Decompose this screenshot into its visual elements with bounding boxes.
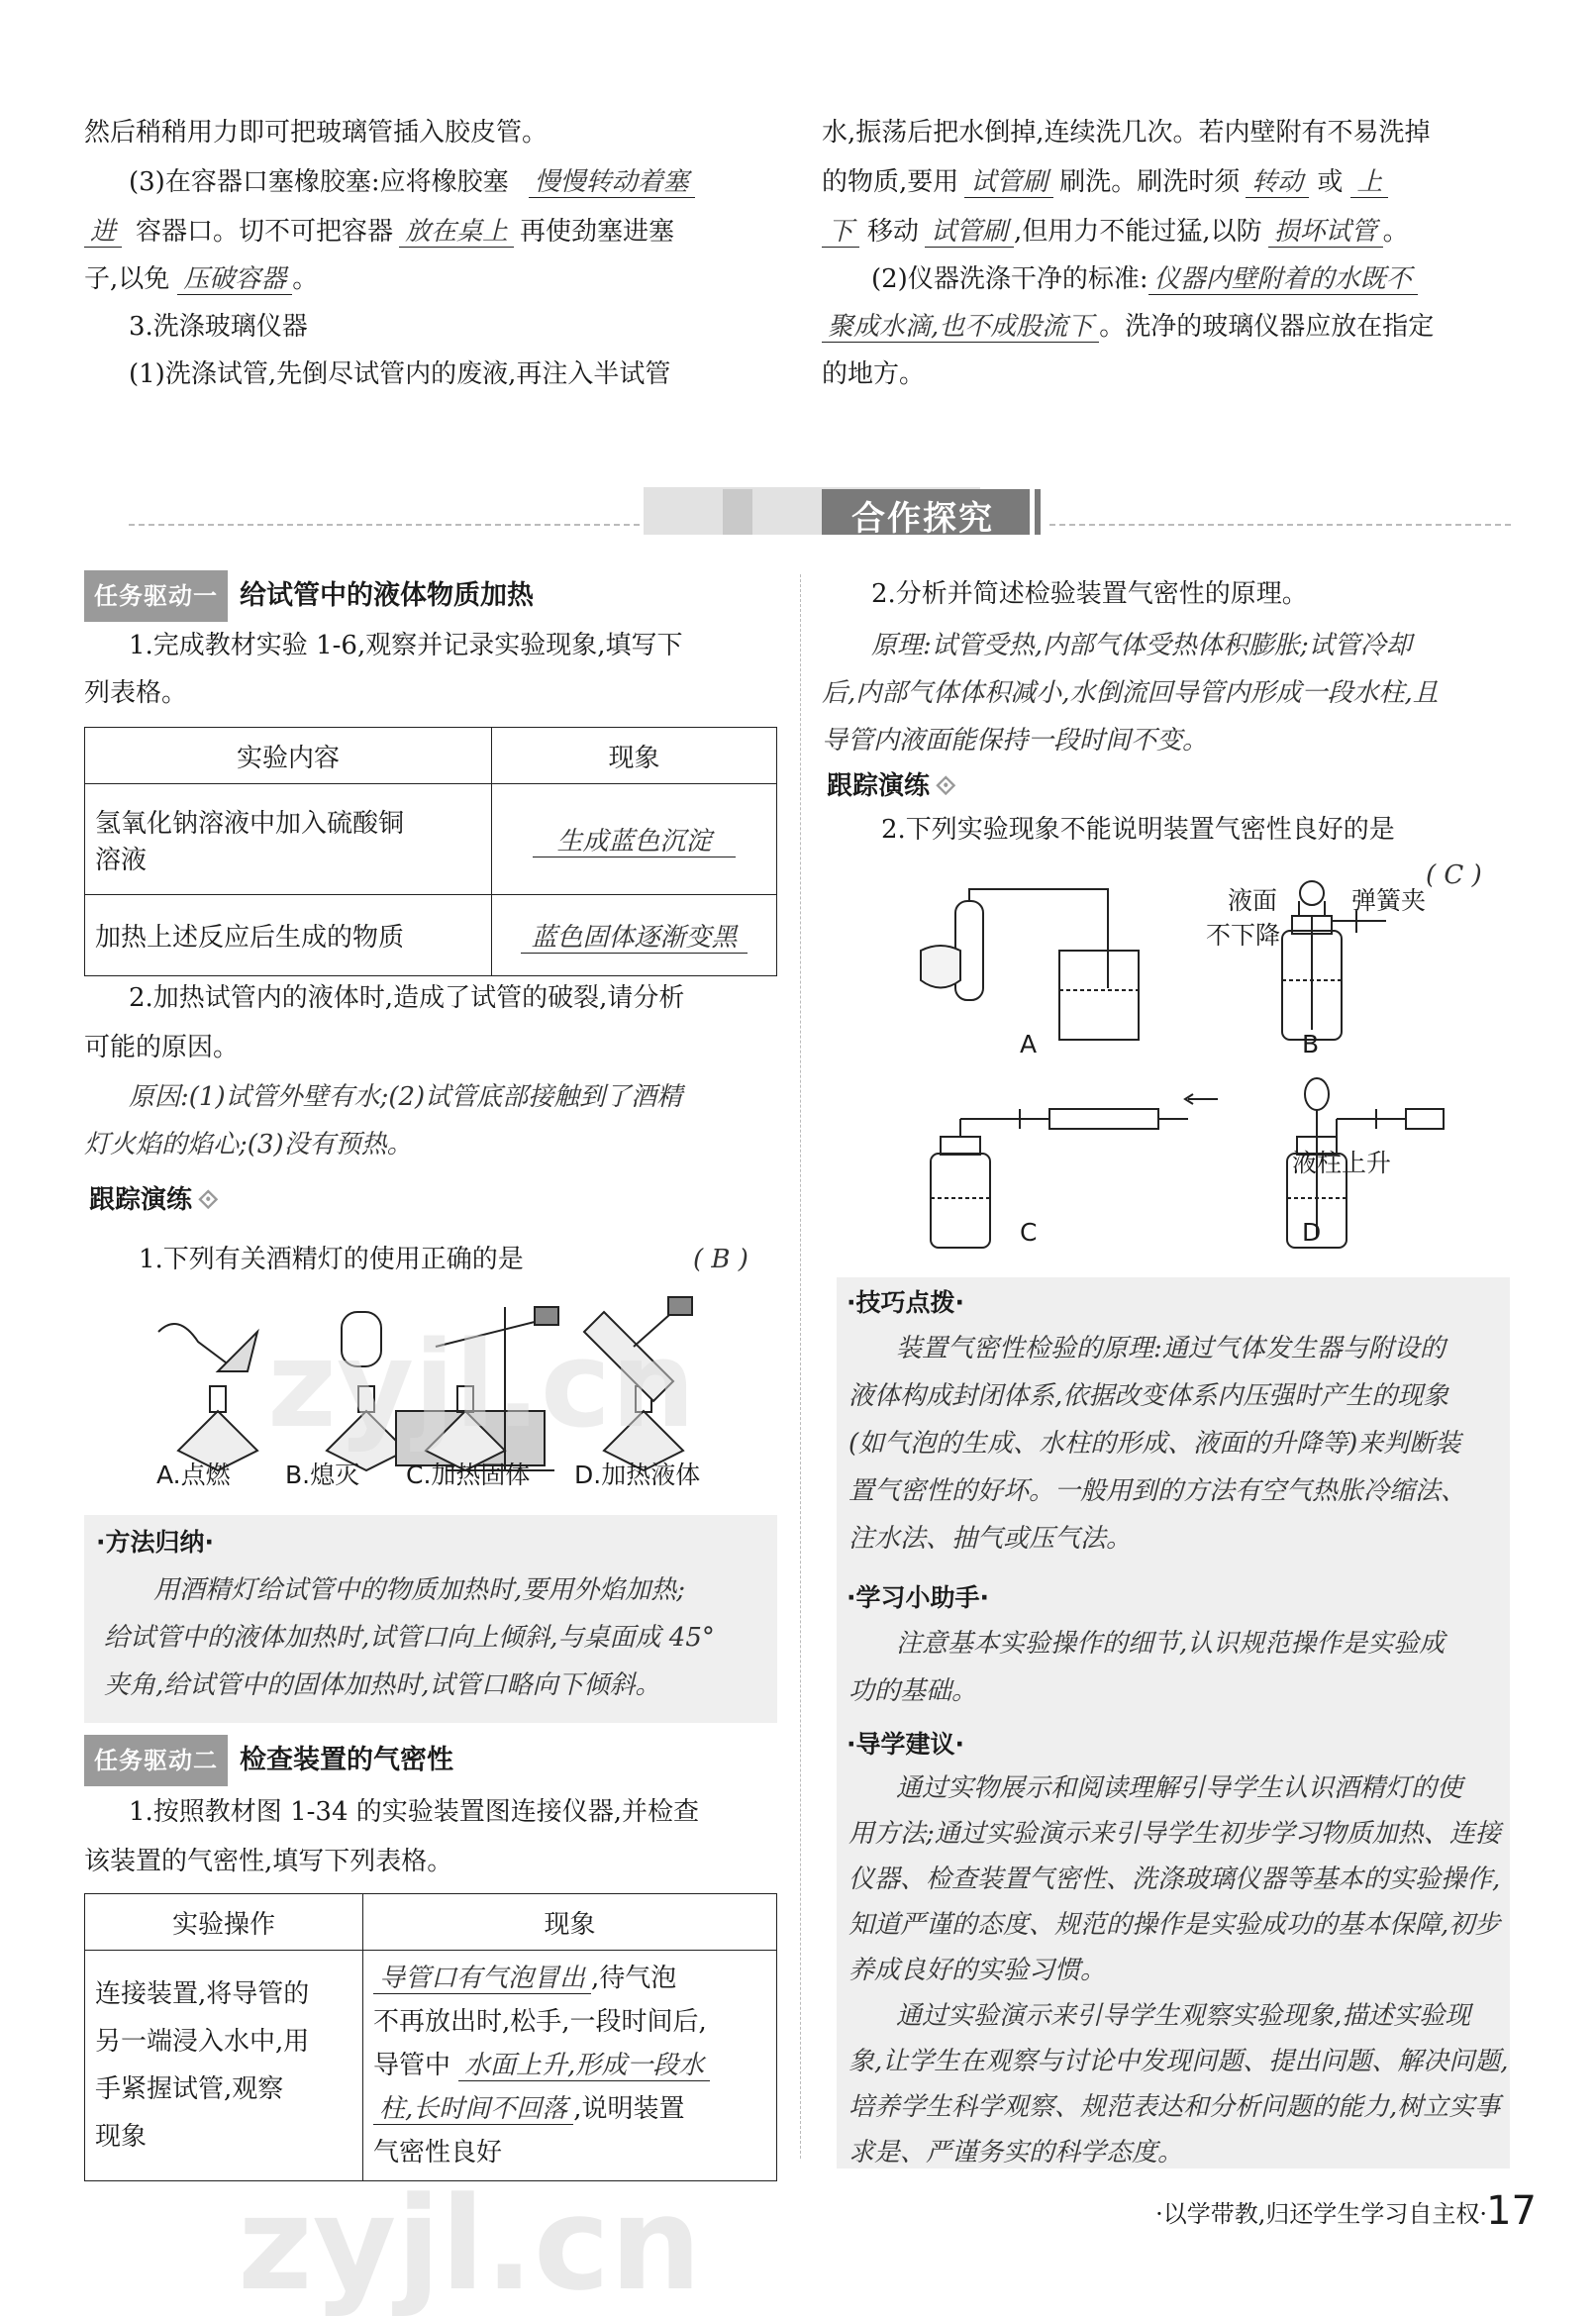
text-line: 原理:试管受热,内部气体受热体积膨胀;试管冷却 (871, 631, 1412, 660)
footer-slogan: ·以学带教,归还学生学习自主权· (1155, 2200, 1487, 2228)
practice-heading: 跟踪演练 ⟐ (89, 1185, 219, 1215)
table-cell: 氢氧化钠溶液中加入硫酸铜 溶液 (85, 784, 492, 895)
tips-box: ·技巧点拨· 装置气密性检验的原理:通过气体发生器与附设的 液体构成封闭体系,依据改变体系内压强时产生的现象 (如气泡的生成、水柱的形成、液面的升降等)来判断装 置气密性的好坏。一般用到的方法有空气热胀冷缩法、 注水法、抽气或压气法。 ·学习小助手· 注意基本实验操作的细节,认识规范操作是实验成 功的基础。 ·导学建议· 通过实物展示和阅读理解引导学生认识酒精灯的使 用方法;通过实验演示来引导学生初步学习物质加热、连接 仪器、检查装置气密性、洗涤玻璃仪器等基本的实验操作, 知道严谨的态度、规范的操作是实验成功的基本保障,初步 养成良好的实验习惯。 通过实验演示来引导学生观察实验现象,描述实验现 象,让学生在观察与讨论中发现问题、提出问题、解决问题, 培养学生科学观察、规范表达和分析问题的能力,树立实事 求是、严谨务实的科学态度。 (837, 1277, 1510, 2168)
figure-annotation: 液柱上升 (1292, 1149, 1392, 1177)
text-line: 可能的原因。 (84, 1033, 240, 1062)
text-line: 灯火焰的焰心;(3)没有预热。 (84, 1130, 413, 1160)
figure-label: D.加热液体 (574, 1461, 701, 1489)
text-line: (2)仪器洗涤干净的标准: 仪器内壁附着的水既不 (871, 255, 1418, 303)
answer: ( B ) (693, 1245, 748, 1274)
tip-title: ·学习小助手· (847, 1583, 989, 1612)
figure-annotation: 弹簧夹 (1351, 886, 1427, 915)
text-line: 的地方。 (822, 359, 926, 389)
banner-title: 合作探究 (851, 499, 994, 539)
text-line: 2.分析并简述检验装置气密性的原理。 (871, 579, 1308, 609)
figure-annotation: 不下降 (1206, 921, 1281, 950)
practice-heading: 跟踪演练 ⟐ (827, 771, 956, 801)
tip-title: ·导学建议· (847, 1730, 964, 1759)
method-box: ·方法归纳· 用酒精灯给试管中的物质加热时,要用外焰加热; 给试管中的液体加热时,试管口向上倾斜,与桌面成 45° 夹角,给试管中的固体加热时,试管口略向下倾斜。 (84, 1515, 777, 1723)
text-line: 然后稍稍用力即可把玻璃管插入胶皮管。 (84, 118, 549, 148)
column-divider (800, 574, 801, 2159)
text-line: 1.完成教材实验 1-6,观察并记录实验现象,填写下 (129, 631, 683, 660)
table-header: 实验操作 (85, 1894, 363, 1951)
figure-label: A (1020, 1030, 1038, 1059)
text-line: 子,以免 压破容器 。 (84, 264, 319, 294)
page-number: 17 (1486, 2188, 1537, 2234)
table-header: 实验内容 (85, 728, 492, 784)
table-cell: 连接装置,将导管的 另一端浸入水中,用 手紧握试管,观察 现象 (85, 1951, 363, 2181)
text-line: 水,振荡后把水倒掉,连续洗几次。若内壁附有不易洗掉 (822, 118, 1431, 148)
table-cell: 导管口有气泡冒出 ,待气泡 不再放出时,松手,一段时间后, 导管中 水面上升,形成一段水 柱,长时间不回落 ,说明装置 气密性良好 (363, 1951, 777, 2181)
watermark: zyjl.cn (238, 2168, 702, 2319)
text-line: 下 移动 试管刷 ,但用力不能过猛,以防 损坏试管 。 (822, 208, 1409, 255)
text-line: 3.洗涤玻璃仪器 (129, 312, 308, 342)
figure-annotation: 液面 (1228, 886, 1278, 915)
experiment-table-1 (84, 727, 777, 976)
text-line: 后,内部气体体积减小,水倒流回导管内形成一段水柱,且 (822, 678, 1439, 708)
text-line: 导管内液面能保持一段时间不变。 (822, 726, 1209, 756)
text-line: 进 容器口。切不可把容器 放在桌上 再使劲塞进塞 (84, 208, 674, 255)
table-cell: 生成蓝色沉淀 (492, 784, 777, 895)
figure-label: A.点燃 (156, 1461, 231, 1489)
text-line: 聚成水滴,也不成股流下 。洗净的玻璃仪器应放在指定 (822, 303, 1434, 351)
task2-heading: 任务驱动二 检查装置的气密性 (84, 1735, 453, 1786)
figure-label: D (1302, 1218, 1322, 1247)
text-line: (1)洗涤试管,先倒尽试管内的废液,再注入半试管 (129, 359, 671, 389)
tip-title: ·技巧点拨· (847, 1288, 964, 1317)
text-line: 原因:(1)试管外壁有水;(2)试管底部接触到了酒精 (129, 1082, 683, 1112)
task-tag: 任务驱动二 (84, 1735, 228, 1786)
answer: ( C ) (1426, 860, 1482, 890)
text-line: 2.下列实验现象不能说明装置气密性良好的是 (881, 815, 1395, 845)
text-line: 该装置的气密性,填写下列表格。 (84, 1847, 453, 1876)
watermark: zyjl.cn (267, 1317, 696, 1455)
experiment-table-2 (84, 1893, 777, 2181)
table-cell: 蓝色固体逐渐变黑 (492, 895, 777, 976)
figure-label: C.加热固体 (406, 1461, 531, 1489)
text-line: (3)在容器口塞橡胶塞:应将橡胶塞 慢慢转动着塞 (129, 158, 695, 206)
text-line: 1.按照教材图 1-34 的实验装置图连接仪器,并检查 (129, 1797, 700, 1827)
figure-label: B.熄灭 (285, 1461, 360, 1489)
airtightness-figure (891, 871, 1446, 1258)
text-line: 1.下列有关酒精灯的使用正确的是 (139, 1245, 524, 1274)
text-line: 列表格。 (84, 678, 188, 708)
text-line: 2.加热试管内的液体时,造成了试管的破裂,请分析 (129, 983, 685, 1013)
table-header: 现象 (492, 728, 777, 784)
table-header: 现象 (363, 1894, 777, 1951)
figure-label: B (1302, 1030, 1320, 1059)
table-cell: 加热上述反应后生成的物质 (85, 895, 492, 976)
section-banner (129, 487, 1515, 539)
figure-label: C (1020, 1218, 1038, 1247)
task1-heading: 任务驱动一 给试管中的液体物质加热 (84, 570, 534, 622)
text-line: 的物质,要用 试管刷 刷洗。刷洗时须 转动 或 上 (822, 158, 1388, 206)
task-tag: 任务驱动一 (84, 570, 228, 622)
